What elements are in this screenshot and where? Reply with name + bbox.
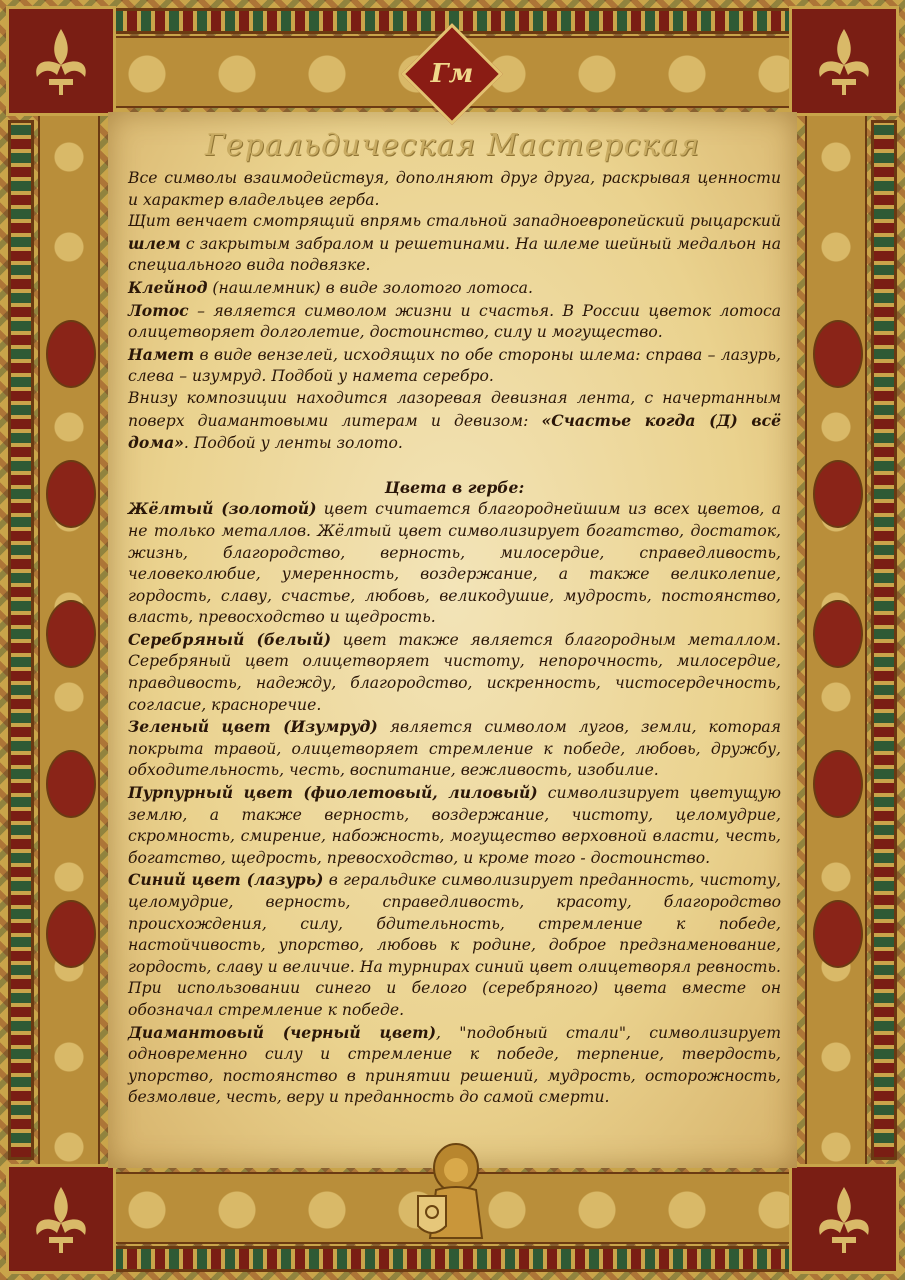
intro-paragraph: Намет в виде вензелей, исходящих по обе стороны шлема: справа – лазурь, слева – изумруд. Подбой у намета серебро.: [128, 344, 781, 386]
page-title: Геральдическая Мастерская: [204, 128, 701, 163]
frame-medallion: [813, 460, 863, 528]
intro-paragraph: Клейнод (нашлемник) в виде золотого лотоса.: [128, 277, 533, 297]
color-entry: Зеленый цвет (Изумруд) является символом лугов, земли, которая покрыта травой, олицетворяет стремление к победе, любовь, дружбу, обходительность, честь, воспитание, вежливость, изобилие.: [128, 717, 781, 780]
frame-band-bottom: [96, 1246, 809, 1272]
fleur-de-lis-icon: [6, 1164, 116, 1274]
frame-medallion: [46, 900, 96, 968]
frame-medallion: [46, 460, 96, 528]
frame-medallion: [813, 750, 863, 818]
document-body: [128, 168, 781, 1109]
frame-band-right: [871, 120, 897, 1160]
frame-medallion: [46, 320, 96, 388]
frame-medallion: [46, 750, 96, 818]
frame-medallion: [46, 600, 96, 668]
color-entry: Пурпурный цвет (фиолетовый, лиловый) символизирует цветущую землю, а также верность, воздержание, чистоту, целомудрие, скромность, смирение, набожность, могущество верховной власти, честь, богатство, щедрость, превосходство, и кроме того - достоинство.: [128, 783, 782, 867]
color-entry: Жёлтый (золотой) цвет считается благороднейшим из всех цветов, а не только металлов. Жёлтый цвет символизирует богатство, достаток, жизнь, благородство, верность, милосердие, справедливость, человеколюбие, умеренность, воздержание, а также великолепие, гордость, славу, счастье, любовь, великодушие, мудрость, постоянство, власть, превосходство и щедрость.: [128, 499, 781, 627]
fleur-de-lis-icon: [6, 6, 116, 116]
logo-monogram: Гм: [430, 59, 474, 89]
color-entry: Серебряный (белый) цвет также является благородным металлом. Серебряный цвет олицетворяет чистоту, непорочность, милосердие, правдивость, надежду, благородство, искренность, чистосердечность, согласие, красноречие.: [128, 629, 781, 714]
fleur-de-lis-icon: [789, 1164, 899, 1274]
intro-paragraph: Все символы взаимодействуя, дополняют друг друга, раскрывая ценности и характер владельцев герба.: [128, 169, 781, 209]
frame-band-left: [8, 120, 34, 1160]
frame-medallion: [813, 320, 863, 388]
fleur-de-lis-icon: [789, 6, 899, 116]
intro-paragraph: Внизу композиции находится лазоревая девизная лента, с начертанным поверх диамантовыми литерам и девизом: «Счастье когда (Д) всё дома». Подбой у ленты золото.: [128, 388, 782, 453]
color-entry: Синий цвет (лазурь) в геральдике символизирует преданность, чистоту, целомудрие, верность, справедливость, красоту, благородство происхождения, силу, бдительность, стремление к победе, настойчивость, упорство, любовь к родине, доброе предзнаменование, гордость, славу и величие. На турнирах синий цвет олицетворял ревность. При использовании синего и белого (серебряного) цвета вместе он обозначал стремление к победе.: [128, 870, 781, 1019]
intro-paragraph: Лотос – является символом жизни и счастья. В России цветок лотоса олицетворяет долголетие, достоинство, силу и могущество.: [128, 300, 781, 342]
colors-heading: Цвета в гербе:: [384, 477, 525, 497]
color-entry: Диамантовый (черный цвет), "подобный стали", символизирует одновременно силу и стремление к победе, терпение, твердость, упорство, постоянство в принятии решений, мудрость, осторожность, безмолвие, честь, веру и преданность до самой смерти.: [128, 1022, 782, 1107]
intro-paragraph: Щит венчает смотрящий впрямь стальной западноевропейский рыцарский шлем с закрытым забралом и решетинами. На шлеме шейный медальон на специального вида подвязке.: [128, 212, 781, 275]
frame-medallion: [813, 600, 863, 668]
lion-emblem-icon: [408, 1138, 498, 1248]
frame-medallion: [813, 900, 863, 968]
